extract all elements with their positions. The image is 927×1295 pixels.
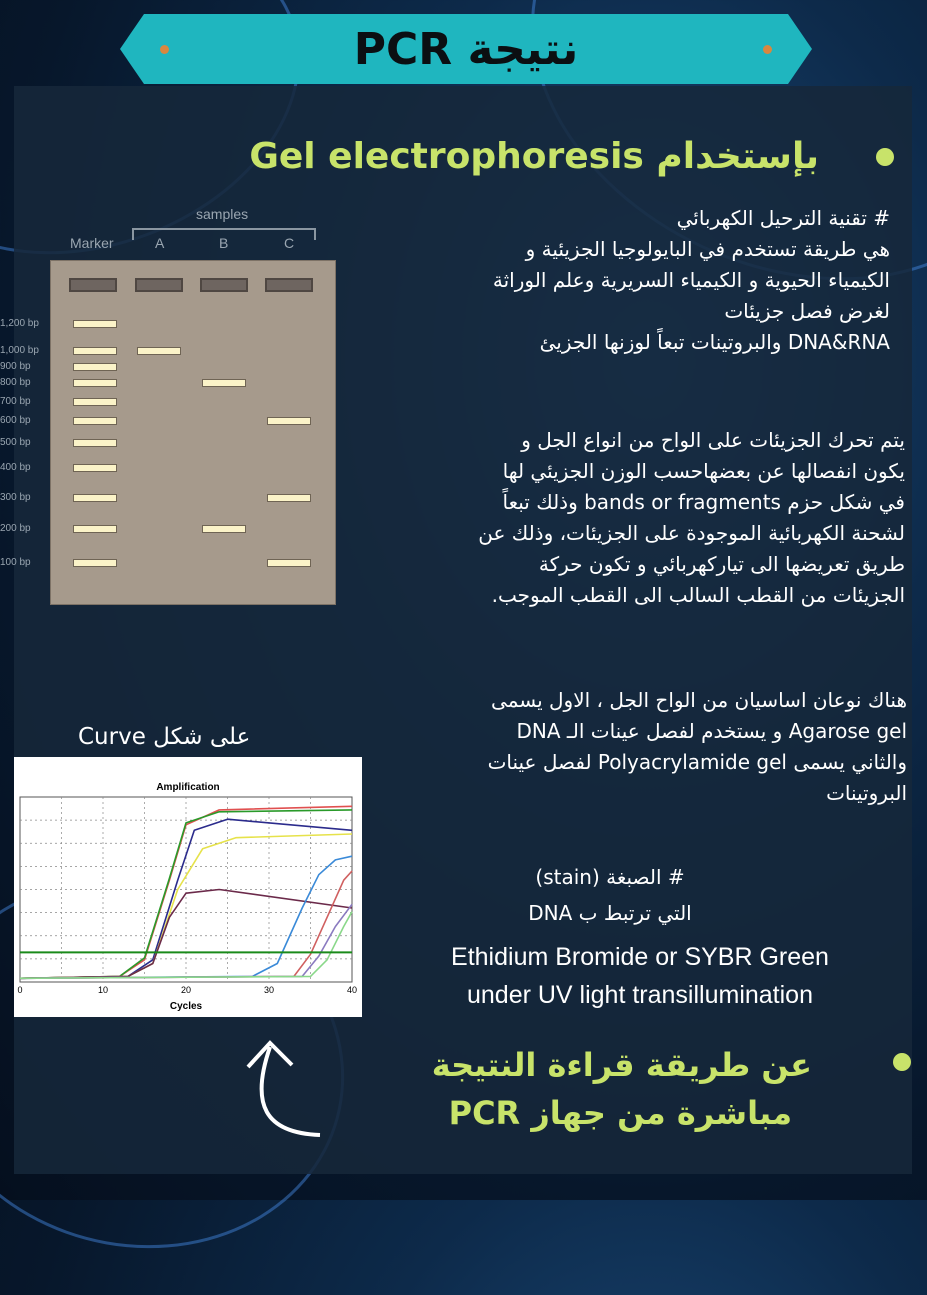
gel-band — [267, 417, 311, 425]
bp-label: 1,200 bp — [0, 318, 39, 329]
gel-band — [267, 494, 311, 502]
gel-band — [73, 398, 117, 406]
bp-label: 500 bp — [0, 437, 31, 448]
section-subheading: مباشرة من جهاز PCR — [448, 1094, 792, 1132]
bullet-icon — [876, 148, 894, 166]
bp-label: 900 bp — [0, 361, 31, 372]
samples-label: samples — [196, 206, 249, 222]
gel-band — [267, 559, 311, 567]
amplification-svg — [14, 757, 362, 1017]
gel-band — [137, 347, 181, 355]
stain-names: Ethidium Bromide or SYBR Green — [451, 943, 829, 971]
bp-label: 100 bp — [0, 557, 31, 568]
bp-label: 200 bp — [0, 523, 31, 534]
lane-label: B — [219, 235, 229, 251]
lane-label: Marker — [70, 235, 114, 251]
gel-slab — [50, 260, 336, 605]
bullet-icon — [893, 1053, 911, 1071]
gel-band — [73, 559, 117, 567]
x-tick-label: 40 — [346, 985, 358, 995]
gel-well — [135, 278, 183, 292]
gel-band — [73, 320, 117, 328]
x-tick-label: 10 — [97, 985, 109, 995]
title-banner — [120, 14, 812, 84]
gel-band — [73, 464, 117, 472]
gel-band — [202, 379, 246, 387]
section-heading: عن طريقة قراءة النتيجة — [431, 1046, 812, 1084]
stain-heading: # الصبغة (stain) — [535, 865, 685, 889]
gel-band — [73, 379, 117, 387]
lane-label: A — [155, 235, 165, 251]
gel-well — [200, 278, 248, 292]
lane-label: C — [284, 235, 295, 251]
gel-types-paragraph: هناك نوعان اساسيان من الواح الجل ، الاول يسمى Agarose gel و يستخدم لفصل عينات الـ DNA والثاني يسمى Polyacrylamide gel لفصل عينات البروتينات — [487, 688, 907, 805]
gel-well — [69, 278, 117, 292]
amplification-chart — [14, 757, 362, 1017]
x-ticks — [17, 985, 357, 995]
gel-band — [202, 525, 246, 533]
gel-band — [73, 439, 117, 447]
stain-uv: under UV light transillumination — [466, 981, 813, 1009]
bp-label: 300 bp — [0, 492, 31, 503]
bp-label: 600 bp — [0, 415, 31, 426]
gel-band — [73, 494, 117, 502]
gel-band — [73, 417, 117, 425]
x-axis-label: Cycles — [169, 1001, 203, 1012]
definition-paragraph: # تقنية الترحيل الكهربائي هي طريقة تستخدم في البايولوجيا الجزيئية و الكيمياء الحيوية و الكيمياء السريرية وعلم الوراثة لغرض فصل جزيئات DNA&RNA والبروتينات تبعاً لوزنها الجزيئ — [492, 206, 890, 354]
gel-band — [73, 347, 117, 355]
gel-image — [0, 200, 345, 610]
gel-well — [265, 278, 313, 292]
bp-label: 700 bp — [0, 396, 31, 407]
stain-binds-dna: التي ترتبط ب DNA — [528, 901, 692, 925]
page-title: نتيجة PCR — [353, 23, 579, 75]
gel-band — [73, 363, 117, 371]
x-tick-label: 0 — [17, 985, 23, 995]
mechanism-paragraph: يتم تحرك الجزيئات على الواح من انواع الجل و يكون انفصالها عن بعضهاحسب الوزن الجزيئي لها في شكل حزم bands or fragments وذلك تبعاً لشحنة الكهربائية الموجودة على الجزيئات، وذلك عن طريق تعريضها الى تياركهربائي و تكون حركة الجزيئات من القطب السالب الى القطب الموجب. — [478, 428, 905, 607]
section-heading: بإستخدام Gel electrophoresis — [249, 136, 819, 177]
bp-label: 400 bp — [0, 462, 31, 473]
x-tick-label: 30 — [263, 985, 275, 995]
gel-band — [73, 525, 117, 533]
bp-label: 1,000 bp — [0, 345, 39, 356]
curve-caption: على شكل Curve — [78, 724, 251, 750]
x-tick-label: 20 — [180, 985, 192, 995]
bp-label: 800 bp — [0, 377, 31, 388]
curved-arrow-icon — [240, 1035, 330, 1145]
chart-title: Amplification — [156, 782, 220, 793]
